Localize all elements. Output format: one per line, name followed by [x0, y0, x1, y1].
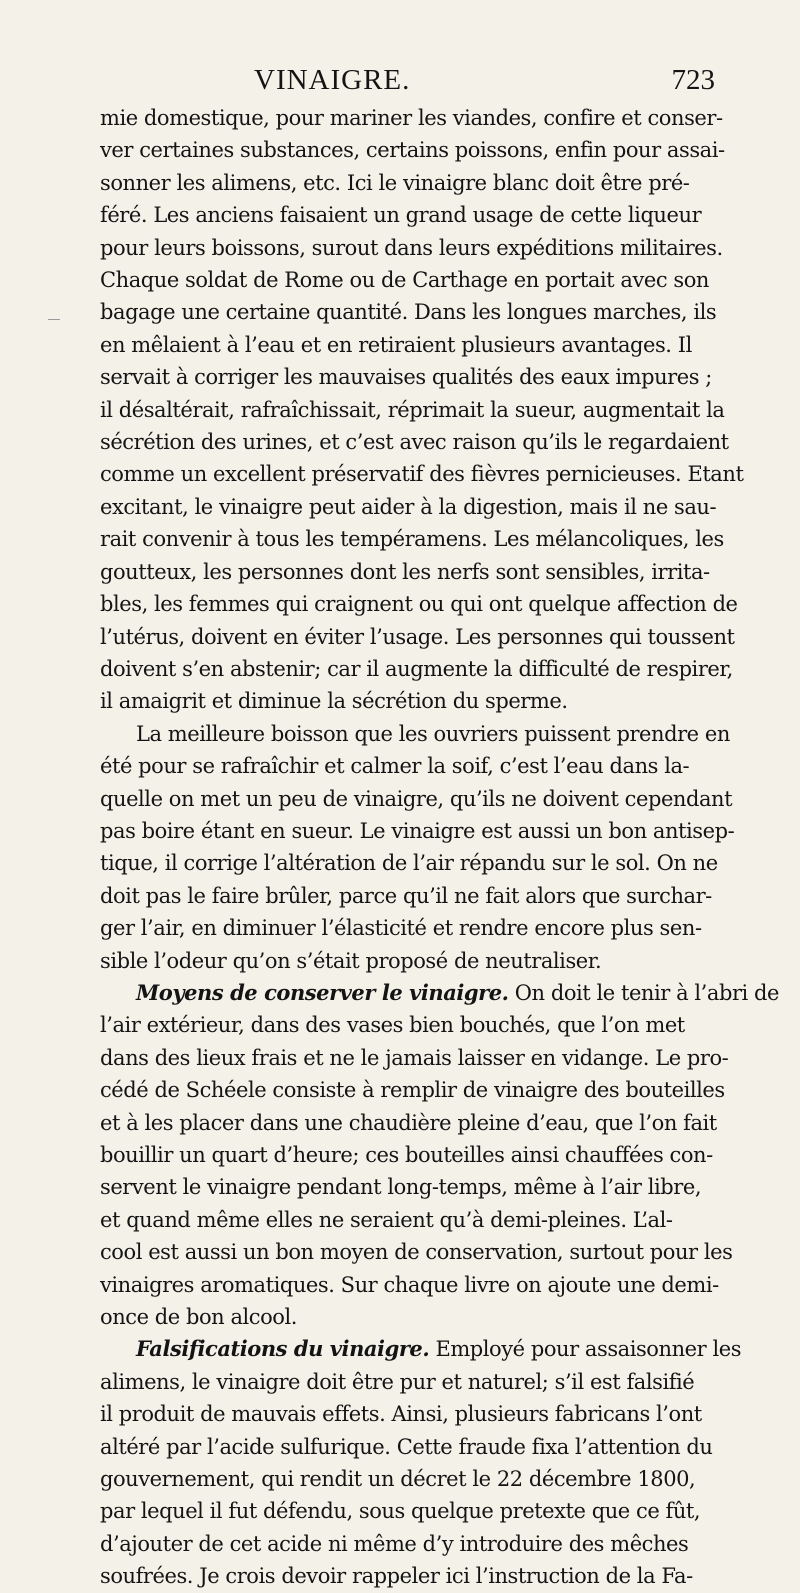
- text-line: vinaigres aromatiques. Sur chaque livre on ajoute une demi-: [100, 1272, 719, 1297]
- text-line: en mêlaient à l’eau et en retiraient plusieurs avantages. Il: [100, 332, 692, 357]
- text-line: sécrétion des urines, et c’est avec raison qu’ils le regardaient: [100, 430, 729, 455]
- text-line: quelle on met un peu de vinaigre, qu’ils ne doivent cependant: [100, 786, 733, 811]
- text-line: il amaigrit et diminue la sécrétion du sperme.: [100, 689, 568, 714]
- text-line: pas boire étant en sueur. Le vinaigre est aussi un bon antisep-: [100, 818, 735, 843]
- text-line: féré. Les anciens faisaient un grand usage de cette liqueur: [100, 203, 702, 228]
- text-line: ger l’air, en diminuer l’élasticité et rendre encore plus sen-: [100, 916, 702, 941]
- text-line: comme un excellent préservatif des fièvres pernicieuses. Etant: [100, 462, 744, 487]
- text-line: par lequel il fut défendu, sous quelque pretexte que ce fût,: [100, 1499, 701, 1524]
- text-line: dans des lieux frais et ne le jamais laisser en vidange. Le pro-: [100, 1045, 729, 1070]
- text-line: Chaque soldat de Rome ou de Carthage en portait avec son: [100, 268, 709, 293]
- text-line: bagage une certaine quantité. Dans les longues marches, ils: [100, 300, 717, 325]
- text-line: altéré par l’acide sulfurique. Cette fraude fixa l’attention du: [100, 1434, 713, 1459]
- text-line: servent le vinaigre pendant long-temps, même à l’air libre,: [100, 1175, 702, 1200]
- text-line: excitant, le vinaigre peut aider à la digestion, mais il ne sau-: [100, 494, 717, 519]
- text-line: été pour se rafraîchir et calmer la soif, c’est l’eau dans la-: [100, 754, 690, 779]
- text-line: et quand même elles ne seraient qu’à demi-pleines. L’al-: [100, 1207, 673, 1232]
- text-line: goutteux, les personnes dont les nerfs sont sensibles, irrita-: [100, 559, 710, 584]
- text-line: bles, les femmes qui craignent ou qui ont quelque affection de: [100, 592, 738, 617]
- text-line: gouvernement, qui rendit un décret le 22 décembre 1800,: [100, 1467, 696, 1492]
- text-line: soufrées. Je crois devoir rappeler ici l’instruction de la Fa-: [100, 1564, 693, 1589]
- text-fragment: Employé pour assaisonner les: [435, 1337, 742, 1362]
- text-line: il désaltérait, rafraîchissait, réprimait la sueur, augmentait la: [100, 397, 725, 422]
- section-heading: Falsifications du vinaigre.: [136, 1336, 430, 1362]
- text-line: bouillir un quart d’heure; ces bouteilles ainsi chauffées con-: [100, 1143, 713, 1167]
- text-line: pour leurs boissons, surout dans leurs expéditions militaires.: [100, 235, 723, 260]
- body-text: [100, 102, 779, 1593]
- text-line: sible l’odeur qu’on s’était proposé de neutraliser.: [100, 948, 602, 973]
- text-line: il produit de mauvais effets. Ainsi, plusieurs fabricans l’ont: [100, 1402, 702, 1427]
- running-title: VINAIGRE.: [254, 64, 411, 96]
- text-line: servait à corriger les mauvaises qualités des eaux impures ;: [100, 365, 712, 390]
- text-line: mie domestique, pour mariner les viandes, confire et conser-: [100, 106, 723, 130]
- text-line: doivent s’en abstenir; car il augmente la difficulté de respirer,: [100, 656, 733, 681]
- text-line: La meilleure boisson que les ouvriers puissent prendre en: [136, 721, 730, 746]
- text-line: rait convenir à tous les tempéramens. Les mélancoliques, les: [100, 527, 724, 552]
- text-line: sonner les alimens, etc. Ici le vinaigre blanc doit être pré-: [100, 170, 690, 195]
- text-fragment: On doit le tenir à l’abri de: [514, 980, 779, 1005]
- text-line: once de bon alcool.: [100, 1305, 297, 1330]
- section-line: [100, 977, 779, 1009]
- running-header: [100, 56, 715, 96]
- text-line: et à les placer dans une chaudière pleine d’eau, que l’on fait: [100, 1110, 717, 1135]
- text-line: ver certaines substances, certains poissons, enfin pour assai-: [100, 138, 725, 163]
- margin-mark: [48, 319, 60, 320]
- text-line: doit pas le faire brûler, parce qu’il ne fait alors que surchar-: [100, 883, 712, 908]
- text-line: l’air extérieur, dans des vases bien bouchés, que l’on met: [100, 1013, 685, 1038]
- text-line: tique, il corrige l’altération de l’air répandu sur le sol. On ne: [100, 851, 718, 876]
- section-heading: Moyens de conserver le vinaigre.: [136, 979, 509, 1005]
- text-line: cédé de Schéele consiste à remplir de vinaigre des bouteilles: [100, 1078, 725, 1103]
- section-line: [100, 1333, 742, 1365]
- page-number: 723: [671, 64, 715, 96]
- text-line: alimens, le vinaigre doit être pur et naturel; s’il est falsifié: [100, 1369, 695, 1394]
- text-line: d’ajouter de cet acide ni même d’y introduire des mêches: [100, 1531, 689, 1556]
- text-line: cool est aussi un bon moyen de conservation, surtout pour les: [100, 1240, 733, 1265]
- text-line: l’utérus, doivent en éviter l’usage. Les personnes qui toussent: [100, 624, 735, 649]
